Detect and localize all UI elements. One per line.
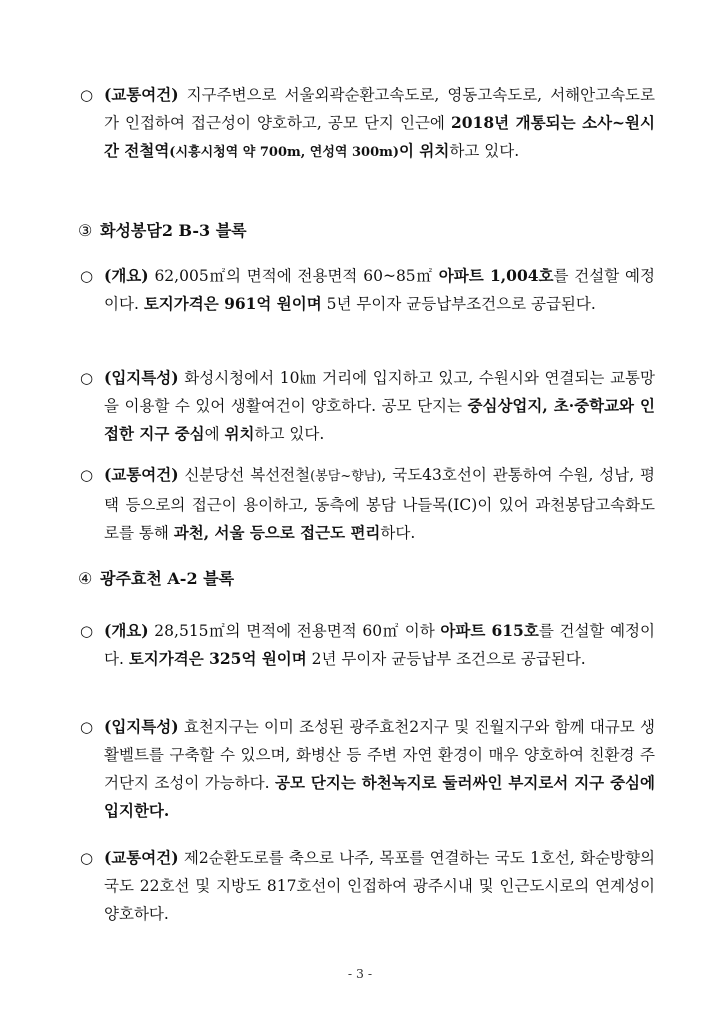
text-segment-bold: 과천, 서울 등으로 접근도 편리 bbox=[173, 523, 381, 542]
text-segment-small: (봉담~향남) bbox=[310, 469, 382, 484]
text-segment-bold: 공모 단지는 하천녹지로 둘러싸인 부지로서 지구 중심에 입지한다. bbox=[104, 773, 655, 820]
text-segment: 하고 있다. bbox=[254, 425, 325, 443]
paragraph-traffic-gwangju bbox=[80, 844, 655, 928]
text-segment-bold: 위치 bbox=[224, 424, 255, 443]
section-heading-hwaseong bbox=[78, 218, 247, 244]
paragraph-location-gwangju bbox=[80, 713, 655, 825]
text-segment-bold: 토지가격은 961억 원이며 bbox=[143, 294, 322, 313]
text-segment-bold: 토지가격은 325억 원이며 bbox=[128, 649, 307, 668]
paragraph-label: (입지특성) bbox=[104, 717, 179, 736]
bullet-icon: ○ bbox=[80, 267, 94, 285]
text-segment-bold: 이 위치 bbox=[399, 141, 450, 160]
paragraph-body bbox=[104, 461, 655, 547]
bullet-icon: ○ bbox=[80, 369, 94, 387]
bullet-icon: ○ bbox=[80, 849, 94, 867]
paragraph-label: (개요) bbox=[104, 266, 149, 285]
text-segment: 2년 무이자 균등납부 조건으로 공급된다. bbox=[306, 650, 586, 668]
paragraph-body bbox=[104, 844, 655, 928]
paragraph-body bbox=[104, 713, 655, 825]
text-segment: 지구주변으로 서울외곽순환고속도로, 영동고속도로, 서해안고속도로가 인접하여 접근성이 양호하고, 공모 단지 인근에 bbox=[104, 86, 655, 132]
text-segment: 화성시청에서 10㎞ 거리에 입지하고 있고, 수원시와 연결되는 교통망을 이용할 수 있어 생활여건이 양호하다. 공모 단지는 bbox=[104, 369, 655, 415]
paragraph-traffic-siheung bbox=[80, 81, 655, 167]
bullet-icon: ○ bbox=[80, 622, 94, 640]
paragraph-label: (교통여건) bbox=[104, 465, 179, 484]
heading-text: 화성봉담2 B-3 블록 bbox=[100, 221, 247, 240]
text-segment: 28,515㎡의 면적에 전용면적 60㎡ 이하 bbox=[148, 622, 441, 640]
paragraph-location-hwaseong bbox=[80, 364, 655, 448]
text-segment: 에 bbox=[204, 425, 225, 443]
paragraph-label: (입지특성) bbox=[104, 368, 179, 387]
paragraph-body bbox=[104, 262, 655, 318]
section-heading-gwangju bbox=[78, 566, 234, 592]
text-segment-bold: 중심상업지, 초·중학교와 인접한 지구 중심 bbox=[104, 396, 655, 443]
text-segment: 하다. bbox=[380, 524, 416, 542]
text-segment: 효천지구는 이미 조성된 광주효천2지구 및 진월지구와 함께 대규모 생활벨트를 구축할 수 있으며, 화병산 등 주변 자연 환경이 매우 양호하여 친환경 주거단지 조성이 가능하다. bbox=[104, 718, 655, 792]
heading-text: 광주효천 A-2 블록 bbox=[100, 569, 235, 588]
bullet-icon: ○ bbox=[80, 466, 94, 484]
text-segment: 신분당선 복선전철 bbox=[178, 466, 311, 484]
bullet-icon: ○ bbox=[80, 86, 94, 104]
text-segment: 를 건설할 예정이다. bbox=[104, 622, 655, 668]
paragraph-body bbox=[104, 617, 655, 673]
text-segment-bold: 아파트 1,004호 bbox=[438, 266, 554, 285]
paragraph-label: (교통여건) bbox=[104, 848, 179, 867]
paragraph-label: (교통여건) bbox=[104, 85, 179, 104]
bullet-icon: ○ bbox=[80, 718, 94, 736]
text-segment: 를 건설할 예정이다. bbox=[104, 267, 655, 313]
text-segment: , 국도43호선이 관통하여 수원, 성남, 평택 등으로의 접근이 용이하고, 동측에 봉담 나들목(IC)이 있어 과천봉담고속화도로를 통해 bbox=[104, 466, 656, 542]
text-segment: 5년 무이자 균등납부조건으로 공급된다. bbox=[321, 295, 596, 313]
text-segment: 제2순환도로를 축으로 나주, 목포를 연결하는 국도 1호선, 화순방향의 국도 22호선 및 지방도 817호선이 인접하여 광주시내 및 인근도시로의 연계성이 양호하다. bbox=[104, 849, 655, 923]
text-segment: 하고 있다. bbox=[449, 142, 520, 160]
heading-number: ④ bbox=[78, 569, 93, 588]
paragraph-overview-gwangju bbox=[80, 617, 655, 673]
page-number: - 3 - bbox=[347, 966, 373, 981]
text-segment: 62,005㎡의 면적에 전용면적 60~85㎡ bbox=[148, 267, 439, 285]
paragraph-traffic-hwaseong bbox=[80, 461, 655, 547]
paragraph-body bbox=[104, 364, 655, 448]
paragraph-label: (개요) bbox=[104, 621, 149, 640]
heading-number: ③ bbox=[78, 221, 93, 240]
paragraph-overview-hwaseong bbox=[80, 262, 655, 318]
paragraph-body bbox=[104, 81, 655, 167]
text-segment-bold: 아파트 615호 bbox=[440, 621, 539, 640]
text-segment-small: (시흥시청역 약 700m, 연성역 300m) bbox=[169, 145, 400, 160]
text-segment-bold: 2018년 개통되는 소사~원시 간 전철역 bbox=[104, 113, 655, 160]
